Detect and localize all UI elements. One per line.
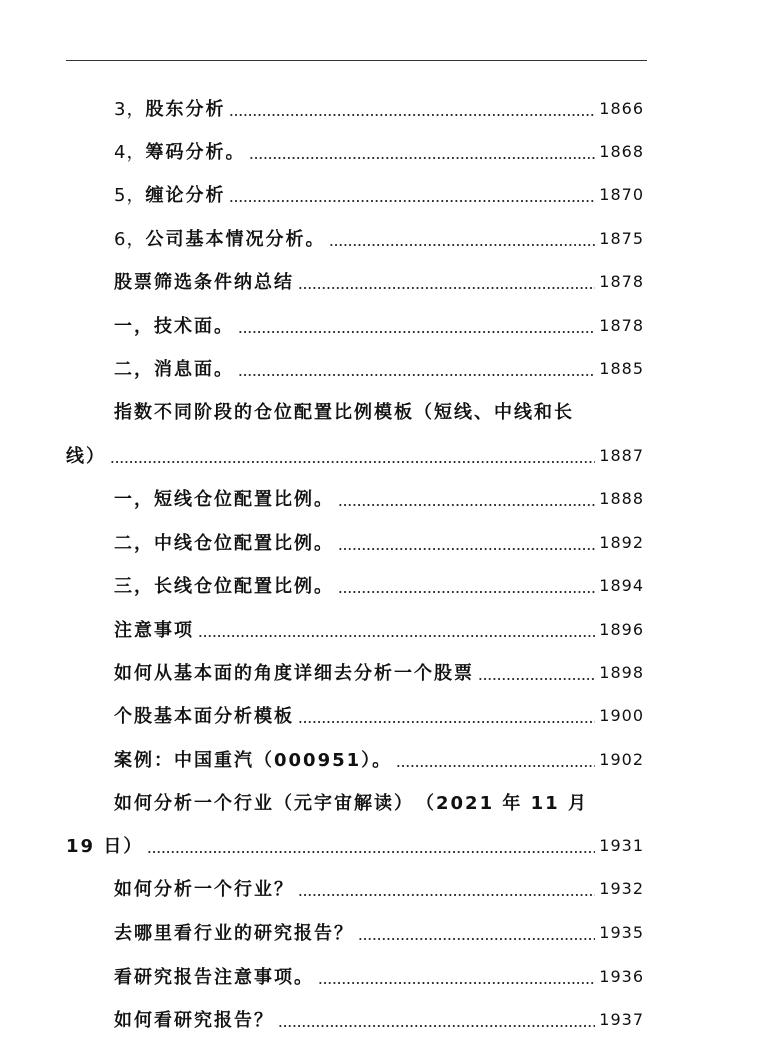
- toc-entry-title: 二，消息面。: [114, 359, 234, 380]
- toc-page-number: 1900: [599, 705, 644, 725]
- toc-page-number: 1892: [599, 532, 644, 552]
- toc-page-number: 1887: [599, 445, 644, 465]
- toc-entry-title: 如何从基本面的角度详细去分析一个股票: [114, 663, 474, 684]
- toc-page-number: 1931: [599, 835, 644, 855]
- toc-entry-title: 指数不同阶段的仓位配置比例模板（短线、中线和长: [114, 402, 574, 423]
- dot-leader: [338, 528, 595, 556]
- dot-leader: [249, 137, 595, 165]
- toc-entry-company-basics[interactable]: [114, 224, 644, 252]
- toc-page-number: 1898: [599, 662, 644, 682]
- dot-leader: [198, 615, 595, 643]
- toc-page-number: 1894: [599, 575, 644, 595]
- toc-entry-title: 注意事项: [114, 620, 194, 641]
- toc-entry-industry-metaverse-continued[interactable]: [66, 831, 644, 859]
- dot-leader: [396, 745, 595, 773]
- toc-entry-title: 个股基本面分析模板: [114, 706, 294, 727]
- toc-entry-number: 4，: [114, 142, 146, 163]
- toc-page-number: 1936: [599, 966, 644, 986]
- toc-entry-fundamental-analysis[interactable]: [114, 658, 644, 686]
- toc-entry-industry-analysis[interactable]: [114, 874, 644, 902]
- toc-entry-research-sources[interactable]: [114, 918, 644, 946]
- toc-entry-number: 6，: [114, 229, 146, 250]
- dot-leader: [147, 831, 595, 859]
- toc-entry-title: 公司基本情况分析。: [145, 229, 326, 250]
- toc-entry-title: 一，短线仓位配置比例。: [114, 489, 334, 510]
- dot-leader: [358, 918, 595, 946]
- toc-entry-mid-term-ratio[interactable]: [114, 528, 644, 556]
- toc-entry-title: 如何分析一个行业？: [114, 879, 294, 900]
- toc-page-number: 1870: [599, 184, 644, 204]
- toc-entry-title: 一，技术面。: [114, 316, 234, 337]
- toc-entry-title: 三，长线仓位配置比例。: [114, 576, 334, 597]
- toc-page-number: 1866: [599, 98, 644, 118]
- toc-entry-chip-analysis[interactable]: [114, 137, 644, 165]
- toc-entry-title: 筹码分析。: [145, 142, 246, 163]
- toc-entry-title: 股东分析: [145, 99, 226, 120]
- dot-leader: [298, 874, 595, 902]
- toc-page-number: 1875: [599, 228, 644, 248]
- toc-entry-title: 股票筛选条件纳总结: [114, 272, 294, 293]
- dot-leader: [278, 1005, 595, 1033]
- toc-page-number: 1896: [599, 619, 644, 639]
- toc-entry-industry-metaverse[interactable]: [114, 788, 644, 816]
- toc-entry-news[interactable]: [114, 354, 644, 382]
- dot-leader: [329, 224, 595, 252]
- toc-entry-short-term-ratio[interactable]: [114, 484, 644, 512]
- dot-leader: [238, 354, 595, 382]
- toc-entry-title: 去哪里看行业的研究报告？: [114, 923, 354, 944]
- toc-entry-number: 3，: [114, 99, 146, 120]
- dot-leader: [298, 267, 595, 295]
- toc-page-number: 1935: [599, 922, 644, 942]
- toc-entry-technical[interactable]: [114, 311, 644, 339]
- toc-entry-long-term-ratio[interactable]: [114, 571, 644, 599]
- toc-entry-title: 案例：中国重汽（000951）。: [114, 750, 393, 771]
- toc-entry-title: 缠论分析: [145, 185, 226, 206]
- toc-entry-screening-summary[interactable]: [114, 267, 644, 295]
- dot-leader: [229, 94, 595, 122]
- toc-page-number: 1902: [599, 749, 644, 769]
- toc-entry-position-template-continued[interactable]: [66, 441, 644, 469]
- toc-entry-read-reports[interactable]: [114, 1005, 644, 1033]
- dot-leader: [338, 484, 595, 512]
- toc-entry-title: 如何分析一个行业（元宇宙解读） （2021 年 11 月: [114, 793, 588, 814]
- toc-entry-title-continued: 19 日）: [66, 836, 144, 857]
- toc-entry-title: 如何看研究报告？: [114, 1010, 274, 1031]
- dot-leader: [238, 311, 595, 339]
- dot-leader: [110, 441, 595, 469]
- dot-leader: [298, 701, 595, 729]
- toc-entry-research-notes[interactable]: [114, 962, 644, 990]
- toc-page-number: 1878: [599, 315, 644, 335]
- toc-entry-title: 看研究报告注意事项。: [114, 967, 314, 988]
- toc-page-number: 1878: [599, 271, 644, 291]
- toc-entry-stock-template[interactable]: [114, 701, 644, 729]
- toc-entry-case-study[interactable]: [114, 745, 644, 773]
- toc-entry-notes[interactable]: [114, 615, 644, 643]
- toc-entry-number: 5，: [114, 185, 146, 206]
- toc-page-number: 1888: [599, 488, 644, 508]
- toc-entry-title-continued: 线）: [66, 446, 106, 467]
- dot-leader: [478, 658, 595, 686]
- dot-leader: [318, 962, 595, 990]
- toc-page-number: 1937: [599, 1009, 644, 1029]
- toc-entry-position-template[interactable]: [114, 397, 644, 425]
- dot-leader: [338, 571, 595, 599]
- dot-leader: [229, 180, 595, 208]
- toc-page-number: 1932: [599, 878, 644, 898]
- toc-entry-title: 二，中线仓位配置比例。: [114, 533, 334, 554]
- toc-entry-shareholder-analysis[interactable]: [114, 94, 644, 122]
- toc-entry-chan-theory[interactable]: [114, 180, 644, 208]
- toc-page-number: 1885: [599, 358, 644, 378]
- toc-page-number: 1868: [599, 141, 644, 161]
